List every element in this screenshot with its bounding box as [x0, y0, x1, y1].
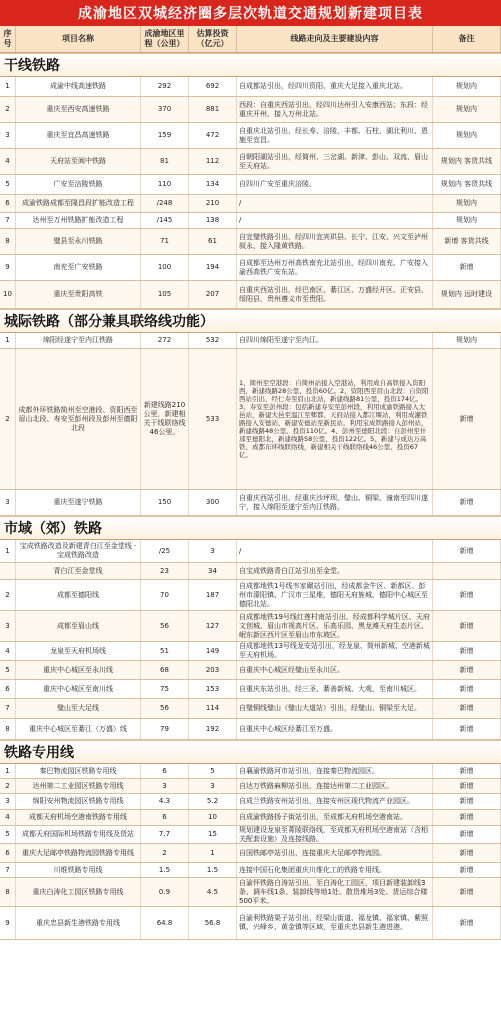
table-row [0, 844, 501, 863]
cell-name: 成都天府机场空港南铁路专用线 [16, 810, 141, 825]
cell-no: 8 [0, 229, 16, 254]
cell-length: 370 [141, 97, 189, 122]
table-row [0, 563, 501, 580]
cell-route: 规划建设龙泉至菁陵联络线，至成都天府机场空港南站（含相关配套设施）及连接线路。 [237, 826, 433, 843]
cell-no: 5 [0, 661, 16, 679]
header-length: 成渝地区里程（公里） [141, 26, 189, 52]
cell-route: 自渝利铁路渠子站引出，经梁山街道、福龙镇、福家镇、紫照镇、兴峰乡、黄金镇等区域，至重庆忠县新生港进港。 [237, 907, 433, 939]
cell-name: 成都天府国际机场铁路专用线及货站 [16, 826, 141, 843]
cell-route: 自重庆中心城区经綦江至万盛。 [237, 719, 433, 739]
cell-note: 新增 [433, 810, 501, 825]
cell-name: 重庆中心城区至南川线 [16, 680, 141, 698]
cell-name: 宝成铁路改造及新建青白江至金堂线 · 宝成铁路改造 [16, 540, 141, 562]
cell-note: 规划内 [433, 195, 501, 212]
cell-no: 2 [0, 779, 16, 793]
cell-route: 自重庆北站引出，经长寿、涪陵、丰都、石柱、湖北利川、恩施至宜昌。 [237, 123, 433, 148]
cell-name: 重庆中心城区至綦江（万盛）线 [16, 719, 141, 739]
table-body [0, 53, 501, 940]
cell-note: 规划内 客货共线 [433, 149, 501, 174]
header-name: 项目名称 [16, 26, 141, 52]
cell-route: 自重庆西站引出，经巴南区、綦江区、万盛经开区、正安县、绥阳县，贵州遵义市至贵阳。 [237, 281, 433, 308]
cell-route: / [237, 213, 433, 228]
cell-note: 新增 [433, 907, 501, 939]
cell-note: 规划内 [433, 77, 501, 96]
cell-name: 重庆中心城区至永川线 [16, 661, 141, 679]
cell-name: 重庆白涛化工园区铁路专用线 [16, 878, 141, 906]
cell-invest: 1.5 [189, 863, 237, 877]
cell-length: /248 [141, 195, 189, 212]
cell-route: 自朝阳湖站引出，经简州、三岔湖、新津、彭山、双流、眉山至天府站。 [237, 149, 433, 174]
cell-note: 规划内 远时建设 [433, 281, 501, 308]
cell-note: 规划内 [433, 123, 501, 148]
cell-no: 3 [0, 611, 16, 641]
cell-invest: 194 [189, 255, 237, 280]
cell-length: 75 [141, 680, 189, 698]
cell-note: 新增 [433, 349, 501, 489]
table-row [0, 907, 501, 940]
cell-no: 2 [0, 580, 16, 610]
cell-route: 自成都至达州万州高铁南充北站引出，经四川南充、广安接入渝西高铁广安东站。 [237, 255, 433, 280]
cell-note [433, 563, 501, 579]
cell-note: 新增 [433, 779, 501, 793]
cell-route: 自渝怀铁路白涛站引出，至白涛化工园区，项目新建装卸线3条、调车线1条、装卸线等地1处、散货堆场3处、货运综合楼500平米。 [237, 878, 433, 906]
cell-route: 自四川绵阳至遂宁至内江。 [237, 333, 433, 348]
header-no: 序号 [0, 26, 16, 52]
cell-route: 自宜璧铁路引出，经四川宜宾珙县、长宁、江安、兴文至泸州叙永，接入隆黄铁路。 [237, 229, 433, 254]
cell-note: 新增 [433, 719, 501, 739]
cell-note: 新增 [433, 540, 501, 562]
cell-length: 100 [141, 255, 189, 280]
cell-length: 2 [141, 844, 189, 862]
cell-no: 4 [0, 149, 16, 174]
cell-route: 1、简州至空港段：自简州站接入空港站，利用成自高铁接入资阳西，新建线路28公里、投资60亿。2、资阳西至眉山北段：自资阳西站引出，经仁寿至眉山北站，新建线路81公里、投资174亿。3、寿安至彭州段：包括新建寿安至彭州段，利用成渝铁路接入大邑站，新建大邑至温江至郫都、天府站接入都江堰站，利用成灌铁路接入安德站，新建安德站至新民站，利用宝成铁路接入彭州站，新建线路48公里、投资110亿。4、彭州至德阳北段：自彭州至什邡至德阳北，新建线路58公里、投资122亿。5、新建与成达万高铁、成都东环线联络线，新建相关干线联络线46公里、投资67亿。 [237, 349, 433, 489]
cell-length: /145 [141, 213, 189, 228]
section-heading: 城际铁路（部分兼具联络线功能） [0, 309, 501, 333]
cell-no [0, 563, 16, 579]
cell-invest: 5 [189, 764, 237, 778]
cell-invest: 56.8 [189, 907, 237, 939]
cell-note: 新增 [433, 580, 501, 610]
cell-name: 达州第二工业园区铁路专用线 [16, 779, 141, 793]
cell-no: 1 [0, 333, 16, 348]
cell-name: 重庆至贵阳高铁 [16, 281, 141, 308]
cell-route: 自成兰铁路安州站引出，连接安州区现代物流产业园区。 [237, 794, 433, 809]
table-row [0, 863, 501, 878]
cell-no: 1 [0, 77, 16, 96]
cell-length: 64.8 [141, 907, 189, 939]
table-row [0, 680, 501, 699]
cell-note: 规划内 [433, 333, 501, 348]
cell-invest: 4.5 [189, 878, 237, 906]
cell-length: 51 [141, 642, 189, 660]
cell-name: 重庆至遂宁铁路 [16, 490, 141, 515]
cell-length: 新建线路210公里，新建相关干线联络线46公里。 [141, 349, 189, 489]
cell-length: 68 [141, 661, 189, 679]
cell-length: 81 [141, 149, 189, 174]
cell-note: 新增 [433, 794, 501, 809]
cell-invest: 15 [189, 826, 237, 843]
cell-length: 79 [141, 719, 189, 739]
cell-note: 新增 [433, 878, 501, 906]
section-rows [0, 333, 501, 516]
cell-invest: 207 [189, 281, 237, 308]
cell-note: 新增 [433, 764, 501, 778]
table-row [0, 878, 501, 907]
cell-invest: 210 [189, 195, 237, 212]
cell-no: 8 [0, 878, 16, 906]
cell-note: 新增 [433, 699, 501, 718]
cell-length: 6 [141, 764, 189, 778]
section-rows [0, 77, 501, 309]
header-route: 线路走向及主要建设内容 [237, 26, 433, 52]
cell-note: 新增 [433, 611, 501, 641]
cell-length: 105 [141, 281, 189, 308]
cell-length: 150 [141, 490, 189, 515]
cell-length: 1.5 [141, 863, 189, 877]
cell-note: 新增 [433, 680, 501, 698]
cell-no: 3 [0, 794, 16, 809]
cell-invest: 187 [189, 580, 237, 610]
cell-no: 6 [0, 195, 16, 212]
page-title: 成渝地区双城经济圈多层次轨道交通规划新建项目表 [0, 0, 501, 26]
cell-invest: 114 [189, 699, 237, 718]
cell-no: 7 [0, 213, 16, 228]
cell-name: 绵阳安州物流园区铁路专用线 [16, 794, 141, 809]
cell-length: 23 [141, 563, 189, 579]
cell-name: 成都至德阳线 [16, 580, 141, 610]
table-row [0, 642, 501, 661]
cell-length: 292 [141, 77, 189, 96]
header-invest: 估算投资（亿元） [189, 26, 237, 52]
table-header [0, 26, 501, 53]
cell-no: 2 [0, 349, 16, 489]
cell-route: 自国铁邮亭站引出，连接重庆大足邮亭物流园。 [237, 844, 433, 862]
table-row [0, 580, 501, 611]
cell-name: 成都外环铁路简州至空港段、资阳西至眉山北段、寿安至彭州段及彭州至德阳北段 [16, 349, 141, 489]
cell-invest: 34 [189, 563, 237, 579]
cell-name: 璧山至大足线 [16, 699, 141, 718]
cell-length: 3 [141, 779, 189, 793]
table-row [0, 810, 501, 826]
cell-no: 9 [0, 907, 16, 939]
cell-invest: 3 [189, 540, 237, 562]
cell-invest: 149 [189, 642, 237, 660]
cell-no: 5 [0, 826, 16, 843]
cell-name: 天府站至阆中铁路 [16, 149, 141, 174]
table-row [0, 333, 501, 349]
table-row [0, 77, 501, 97]
cell-invest: 300 [189, 490, 237, 515]
table-row [0, 195, 501, 213]
cell-length: 272 [141, 333, 189, 348]
table-row [0, 794, 501, 810]
cell-length: 6 [141, 810, 189, 825]
section-heading: 市域（郊）铁路 [0, 516, 501, 540]
cell-invest: 203 [189, 661, 237, 679]
cell-note: 新增 客货共线 [433, 229, 501, 254]
cell-invest: 127 [189, 611, 237, 641]
cell-length: /25 [141, 540, 189, 562]
table-row [0, 490, 501, 516]
cell-name: 绵阳经遂宁至内江铁路 [16, 333, 141, 348]
table-row [0, 281, 501, 309]
cell-invest: 532 [189, 333, 237, 348]
cell-no: 8 [0, 719, 16, 739]
cell-route: / [237, 195, 433, 212]
cell-no: 5 [0, 175, 16, 194]
cell-length: 56 [141, 699, 189, 718]
cell-no: 6 [0, 680, 16, 698]
cell-note: 规划内 [433, 213, 501, 228]
cell-route: 自璧铜线璧山（璧山大道站）引出，经璧山、铜梁至大足。 [237, 699, 433, 718]
cell-note: 新增 [433, 661, 501, 679]
cell-route: 连接中国石化集团重庆川维化工的铁路专用线。 [237, 863, 433, 877]
cell-name: 重庆至西安高速铁路 [16, 97, 141, 122]
cell-route: 自襄渝铁路河市站引出，连接秦巴物流园区。 [237, 764, 433, 778]
cell-note: 新增 [433, 255, 501, 280]
cell-no: 7 [0, 863, 16, 877]
cell-no: 7 [0, 699, 16, 718]
cell-route: 自重庆中心城区经璧山至永川区。 [237, 661, 433, 679]
table-row [0, 123, 501, 149]
cell-note: 新增 [433, 826, 501, 843]
cell-no: 9 [0, 255, 16, 280]
cell-route: 西段：自重庆西站引出，经四川达州引入安康西站；东段：经重庆开州，接入万州北站。 [237, 97, 433, 122]
cell-invest: 533 [189, 349, 237, 489]
cell-route: 自达万铁路麻柳站引出，连接达州第二工业园区。 [237, 779, 433, 793]
cell-route: 自成都地铁13号线龙安站引出，经龙泉、简州新城、空港新城至天府机场。 [237, 642, 433, 660]
cell-invest: 192 [189, 719, 237, 739]
table-row [0, 149, 501, 175]
cell-note: 新增 [433, 490, 501, 515]
table-row [0, 229, 501, 255]
table-row [0, 175, 501, 195]
cell-name: 南充至广安铁路 [16, 255, 141, 280]
cell-name: 重庆大足邮亭铁路物流园铁路专用线 [16, 844, 141, 862]
cell-route: 自成都站引出，经四川资阳、重庆大足接入重庆北站。 [237, 77, 433, 96]
cell-no: 4 [0, 810, 16, 825]
cell-note: 新增 [433, 863, 501, 877]
cell-invest: 153 [189, 680, 237, 698]
cell-name: 达州至万州铁路扩能改造工程 [16, 213, 141, 228]
cell-name: 重庆忠县新生港铁路专用线 [16, 907, 141, 939]
table-row [0, 661, 501, 680]
table-row [0, 97, 501, 123]
table-row [0, 719, 501, 740]
section-rows [0, 540, 501, 740]
cell-name: 成都至眉山线 [16, 611, 141, 641]
cell-name: 秦巴物流园区铁路专用线 [16, 764, 141, 778]
cell-invest: 881 [189, 97, 237, 122]
cell-no: 10 [0, 281, 16, 308]
cell-invest: 5.2 [189, 794, 237, 809]
cell-name: 成渝中线高速铁路 [16, 77, 141, 96]
table-row [0, 764, 501, 779]
cell-name: 龙泉至天府机场线 [16, 642, 141, 660]
cell-route: 自重庆东站引出，经三圣、綦善新城、大观，至南川城区。 [237, 680, 433, 698]
cell-invest: 3 [189, 779, 237, 793]
table-row [0, 213, 501, 229]
cell-invest: 1 [189, 844, 237, 862]
cell-route: 自成都地铁1号线韦家碾站引出，经成都金牛区、新都区、彭州市濛阳镇、广汉市三星堆，德阳天府旌城、德阳中心城区至德阳北站。 [237, 580, 433, 610]
table-row [0, 779, 501, 794]
cell-name: 青白江至金堂线 [16, 563, 141, 579]
cell-no: 3 [0, 123, 16, 148]
cell-note: 规划内 [433, 97, 501, 122]
cell-invest: 61 [189, 229, 237, 254]
cell-name: 成渝铁路成都至隆昌段扩能改造工程 [16, 195, 141, 212]
cell-invest: 692 [189, 77, 237, 96]
cell-no: 4 [0, 642, 16, 660]
cell-no: 3 [0, 490, 16, 515]
cell-length: 159 [141, 123, 189, 148]
cell-length: 4.3 [141, 794, 189, 809]
cell-name: 川维铁路专用线 [16, 863, 141, 877]
cell-invest: 138 [189, 213, 237, 228]
cell-route: 自四川广安至重庆涪陵。 [237, 175, 433, 194]
table-row [0, 540, 501, 563]
section-heading: 铁路专用线 [0, 740, 501, 764]
cell-invest: 472 [189, 123, 237, 148]
cell-length: 71 [141, 229, 189, 254]
cell-note: 新增 [433, 844, 501, 862]
cell-invest: 10 [189, 810, 237, 825]
cell-length: 0.9 [141, 878, 189, 906]
header-note: 备注 [433, 26, 501, 52]
cell-invest: 134 [189, 175, 237, 194]
cell-route: / [237, 540, 433, 562]
cell-length: 110 [141, 175, 189, 194]
cell-length: 7.7 [141, 826, 189, 843]
section-heading: 干线铁路 [0, 53, 501, 77]
cell-route: 自重庆西站引出，经重庆沙坪坝、璧山、铜梁、潼南至四川遂宁，接入绵阳至遂宁至内江铁路。 [237, 490, 433, 515]
cell-invest: 112 [189, 149, 237, 174]
table-row [0, 826, 501, 844]
cell-no: 1 [0, 540, 16, 562]
cell-no: 1 [0, 764, 16, 778]
cell-note: 新增 [433, 642, 501, 660]
cell-length: 56 [141, 611, 189, 641]
cell-note: 规划内 客货共线 [433, 175, 501, 194]
table-row [0, 611, 501, 642]
cell-name: 广安至涪陵铁路 [16, 175, 141, 194]
cell-route: 自宝成铁路青白江站引出至金堂。 [237, 563, 433, 579]
table-row [0, 255, 501, 281]
table-row [0, 699, 501, 719]
cell-no: 6 [0, 844, 16, 862]
cell-route: 自成都地铁19号线红莲村南站引出，经成都科学城片区、天府文创城、眉山市视高片区、乐高乐园、黑龙滩天府生态片区、岷东新区西片区至眉山市东坡区。 [237, 611, 433, 641]
cell-route: 自成渝铁路扬子街站引出，至成都天府机场空港南站。 [237, 810, 433, 825]
cell-length: 70 [141, 580, 189, 610]
cell-no: 2 [0, 97, 16, 122]
cell-name: 重庆至宜昌高速铁路 [16, 123, 141, 148]
section-rows [0, 764, 501, 940]
table-row [0, 349, 501, 490]
cell-name: 璧县至永川铁路 [16, 229, 141, 254]
